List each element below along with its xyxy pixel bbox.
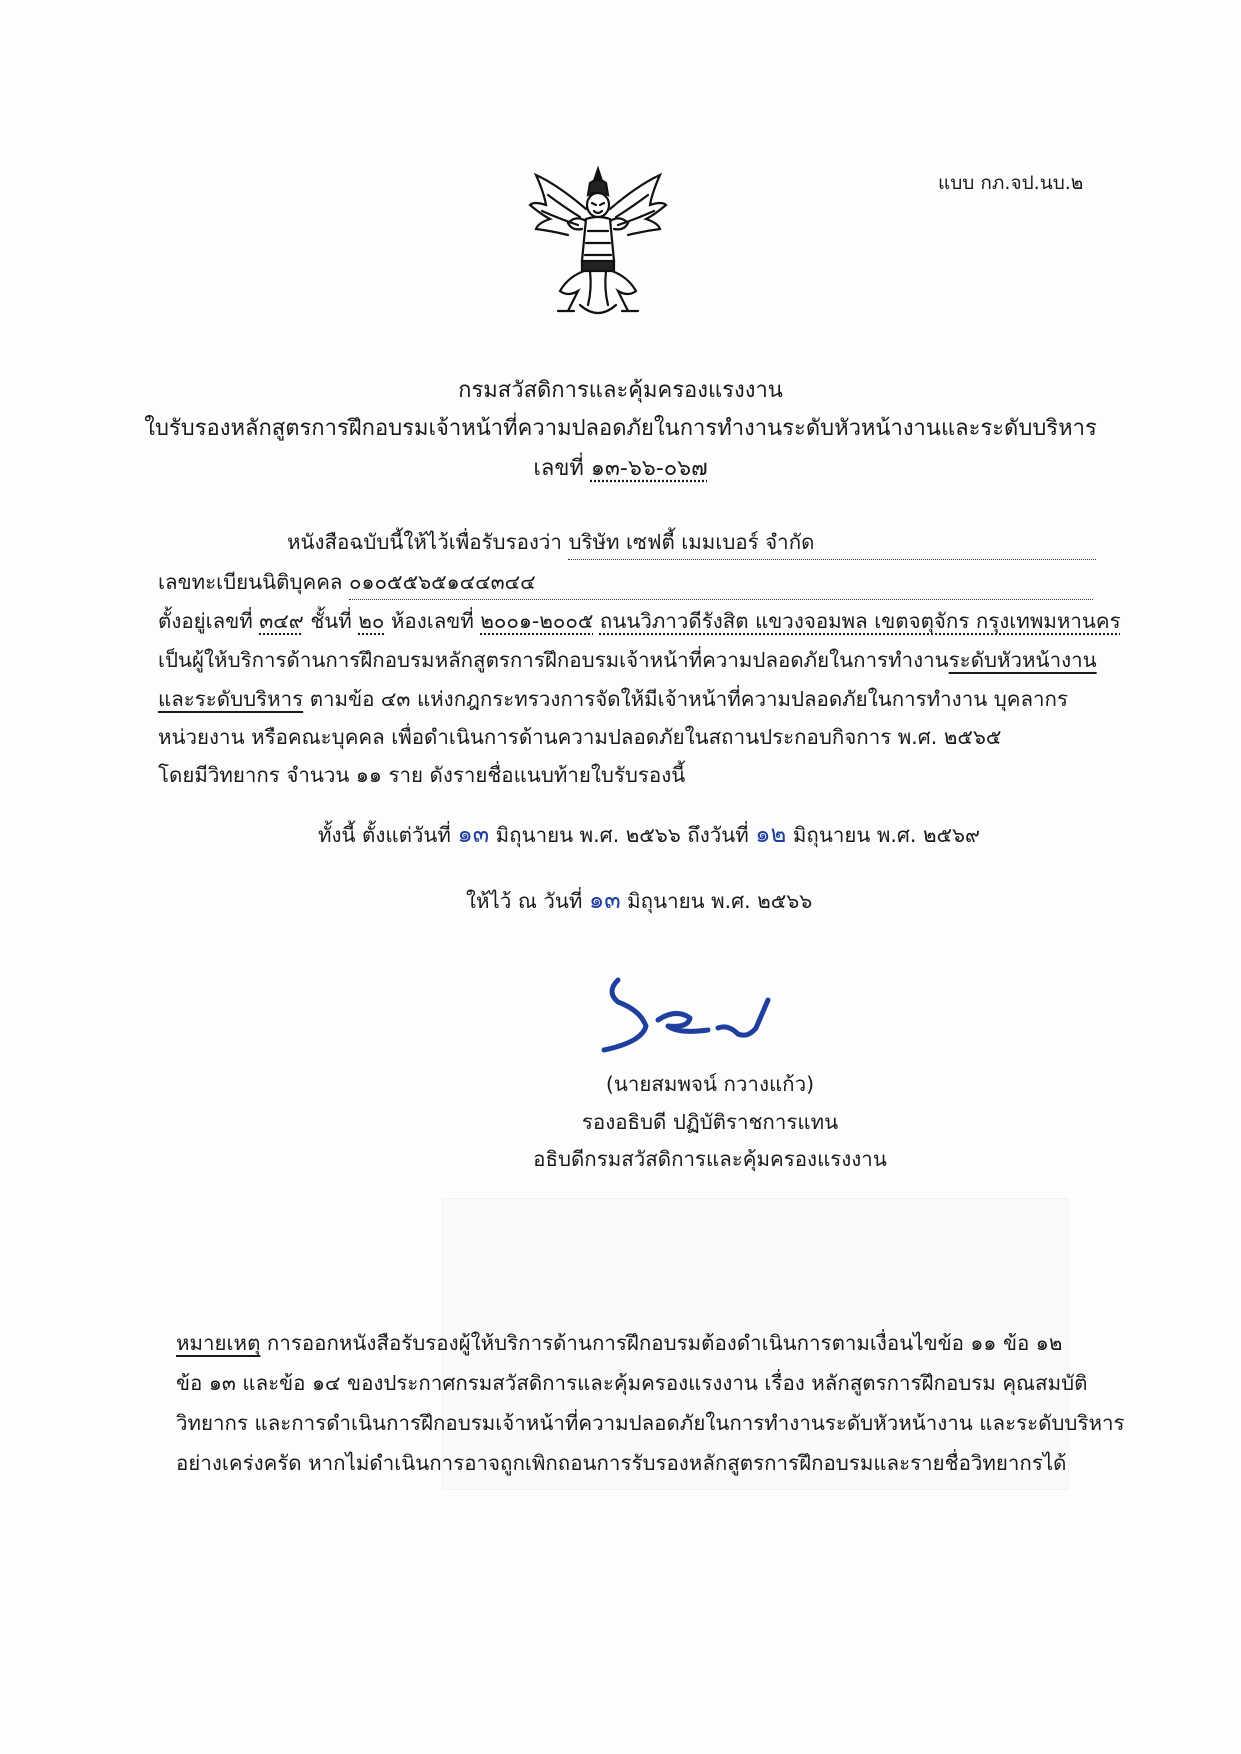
body-line-2 (158, 566, 1093, 600)
garuda-emblem-icon (528, 165, 668, 323)
body-line-3 (158, 605, 1121, 638)
note-line-1 (176, 1327, 1062, 1360)
signer-position: รองอธิบดี ปฏิบัติราชการแทน (581, 1110, 839, 1134)
department-title: กรมสวัสดิการและคุ้มครองแรงงาน (458, 378, 783, 403)
signer-name: (นายสมพจน์ กวางแก้ว) (605, 1072, 815, 1096)
address-rest: ถนนวิภาวดีรังสิต แขวงจอมพล เขตจตุจักร กรุงเทพมหานคร (599, 609, 1121, 633)
note-text-1: การออกหนังสือรับรองผู้ให้บริการด้านการฝึกอบรมต้องดำเนินการตามเงื่อนไขข้อ ๑๑ ข้อ ๑๒ (266, 1331, 1063, 1355)
body-line-4 (158, 644, 1097, 677)
line4-underlined: ระดับหัวหน้างาน (948, 648, 1097, 672)
issued-day: ๑๓ (588, 886, 621, 914)
number-value: ๑๓-๖๖-๐๖๗ (590, 456, 708, 481)
note-line-2: ข้อ ๑๓ และข้อ ๑๔ ของประกาศกรมสวัสดิการและคุ้มครองแรงงาน เรื่อง หลักสูตรการฝึกอบรม คุณสมบัติ (176, 1371, 1088, 1395)
floor-no: ๒๐ (358, 609, 385, 633)
signer-office: อธิบดีกรมสวัสดิการและคุ้มครองแรงงาน (533, 1147, 887, 1171)
note-line-3: วิทยากร และการดำเนินการฝึกอบรมเจ้าหน้าที่ความปลอดภัยในการทำงานระดับหัวหน้างาน และระดับบริหาร (176, 1411, 1125, 1435)
floor-label: ชั้นที่ (310, 609, 352, 633)
validity-prefix: ทั้งนี้ ตั้งแต่วันที่ (318, 823, 451, 847)
validity-line (318, 814, 980, 853)
end-rest: มิถุนายน พ.ศ. ๒๕๖๙ (792, 823, 981, 847)
room-label: ห้องเลขที่ (390, 609, 474, 633)
certificate-number (0, 450, 1241, 485)
room-no: ๒๐๐๑-๒๐๐๕ (480, 609, 594, 633)
company-name: บริษัท เซฟตี้ เมมเบอร์ จำกัด (568, 530, 815, 554)
line5-underlined: และระดับบริหาร (158, 687, 304, 711)
body-line-5 (158, 683, 1068, 716)
line1-prefix: หนังสือฉบับนี้ให้ไว้เพื่อรับรองว่า (287, 530, 562, 554)
line5-rest: ตามข้อ ๔๓ แห่งกฎกระทรวงการจัดให้มีเจ้าหน้าที่ความปลอดภัยในการทำงาน บุคลากร (309, 687, 1068, 711)
reg-field (349, 566, 1093, 600)
company-field (568, 526, 1096, 560)
body-line-6: หน่วยงาน หรือคณะบุคคล เพื่อดำเนินการด้านความปลอดภัยในสถานประกอบกิจการ พ.ศ. ๒๕๖๕ (158, 725, 1002, 749)
certificate-title: ใบรับรองหลักสูตรการฝึกอบรมเจ้าหน้าที่ความปลอดภัยในการทำงานระดับหัวหน้างานและระดับบริหาร (144, 416, 1097, 441)
body-line-1 (287, 526, 1096, 560)
issued-prefix: ให้ไว้ ณ วันที่ (466, 889, 583, 913)
issued-line (466, 880, 812, 919)
end-day: ๑๒ (755, 820, 787, 848)
start-rest: มิถุนายน พ.ศ. ๒๕๖๖ ถึงวันที่ (495, 823, 749, 847)
issued-rest: มิถุนายน พ.ศ. ๒๕๖๖ (627, 889, 813, 913)
note-label: หมายเหตุ (176, 1331, 261, 1355)
reg-label: เลขทะเบียนนิติบุคคล (158, 570, 343, 594)
start-day: ๑๓ (457, 820, 490, 848)
note-line-4: อย่างเคร่งครัด หากไม่ดำเนินการอาจถูกเพิกถอนการรับรองหลักสูตรการฝึกอบรมและรายชื่อวิทยากรได้ (176, 1451, 1067, 1475)
form-code: แบบ กภ.จป.นบ.๒ (938, 172, 1084, 194)
body-line-7: โดยมีวิทยากร จำนวน ๑๑ ราย ดังรายชื่อแนบท้ายใบรับรองนี้ (158, 763, 686, 787)
addr-no: ๓๔๙ (259, 609, 304, 633)
line4-prefix: เป็นผู้ให้บริการด้านการฝึกอบรมหลักสูตรการฝึกอบรมเจ้าหน้าที่ความปลอดภัยในการทำงาน (158, 648, 949, 672)
reg-value: ๐๑๐๕๕๖๕๑๔๔๓๔๔ (349, 570, 536, 594)
number-label: เลขที่ (533, 456, 584, 481)
handwritten-signature (598, 968, 808, 1068)
addr-label: ตั้งอยู่เลขที่ (158, 609, 253, 633)
